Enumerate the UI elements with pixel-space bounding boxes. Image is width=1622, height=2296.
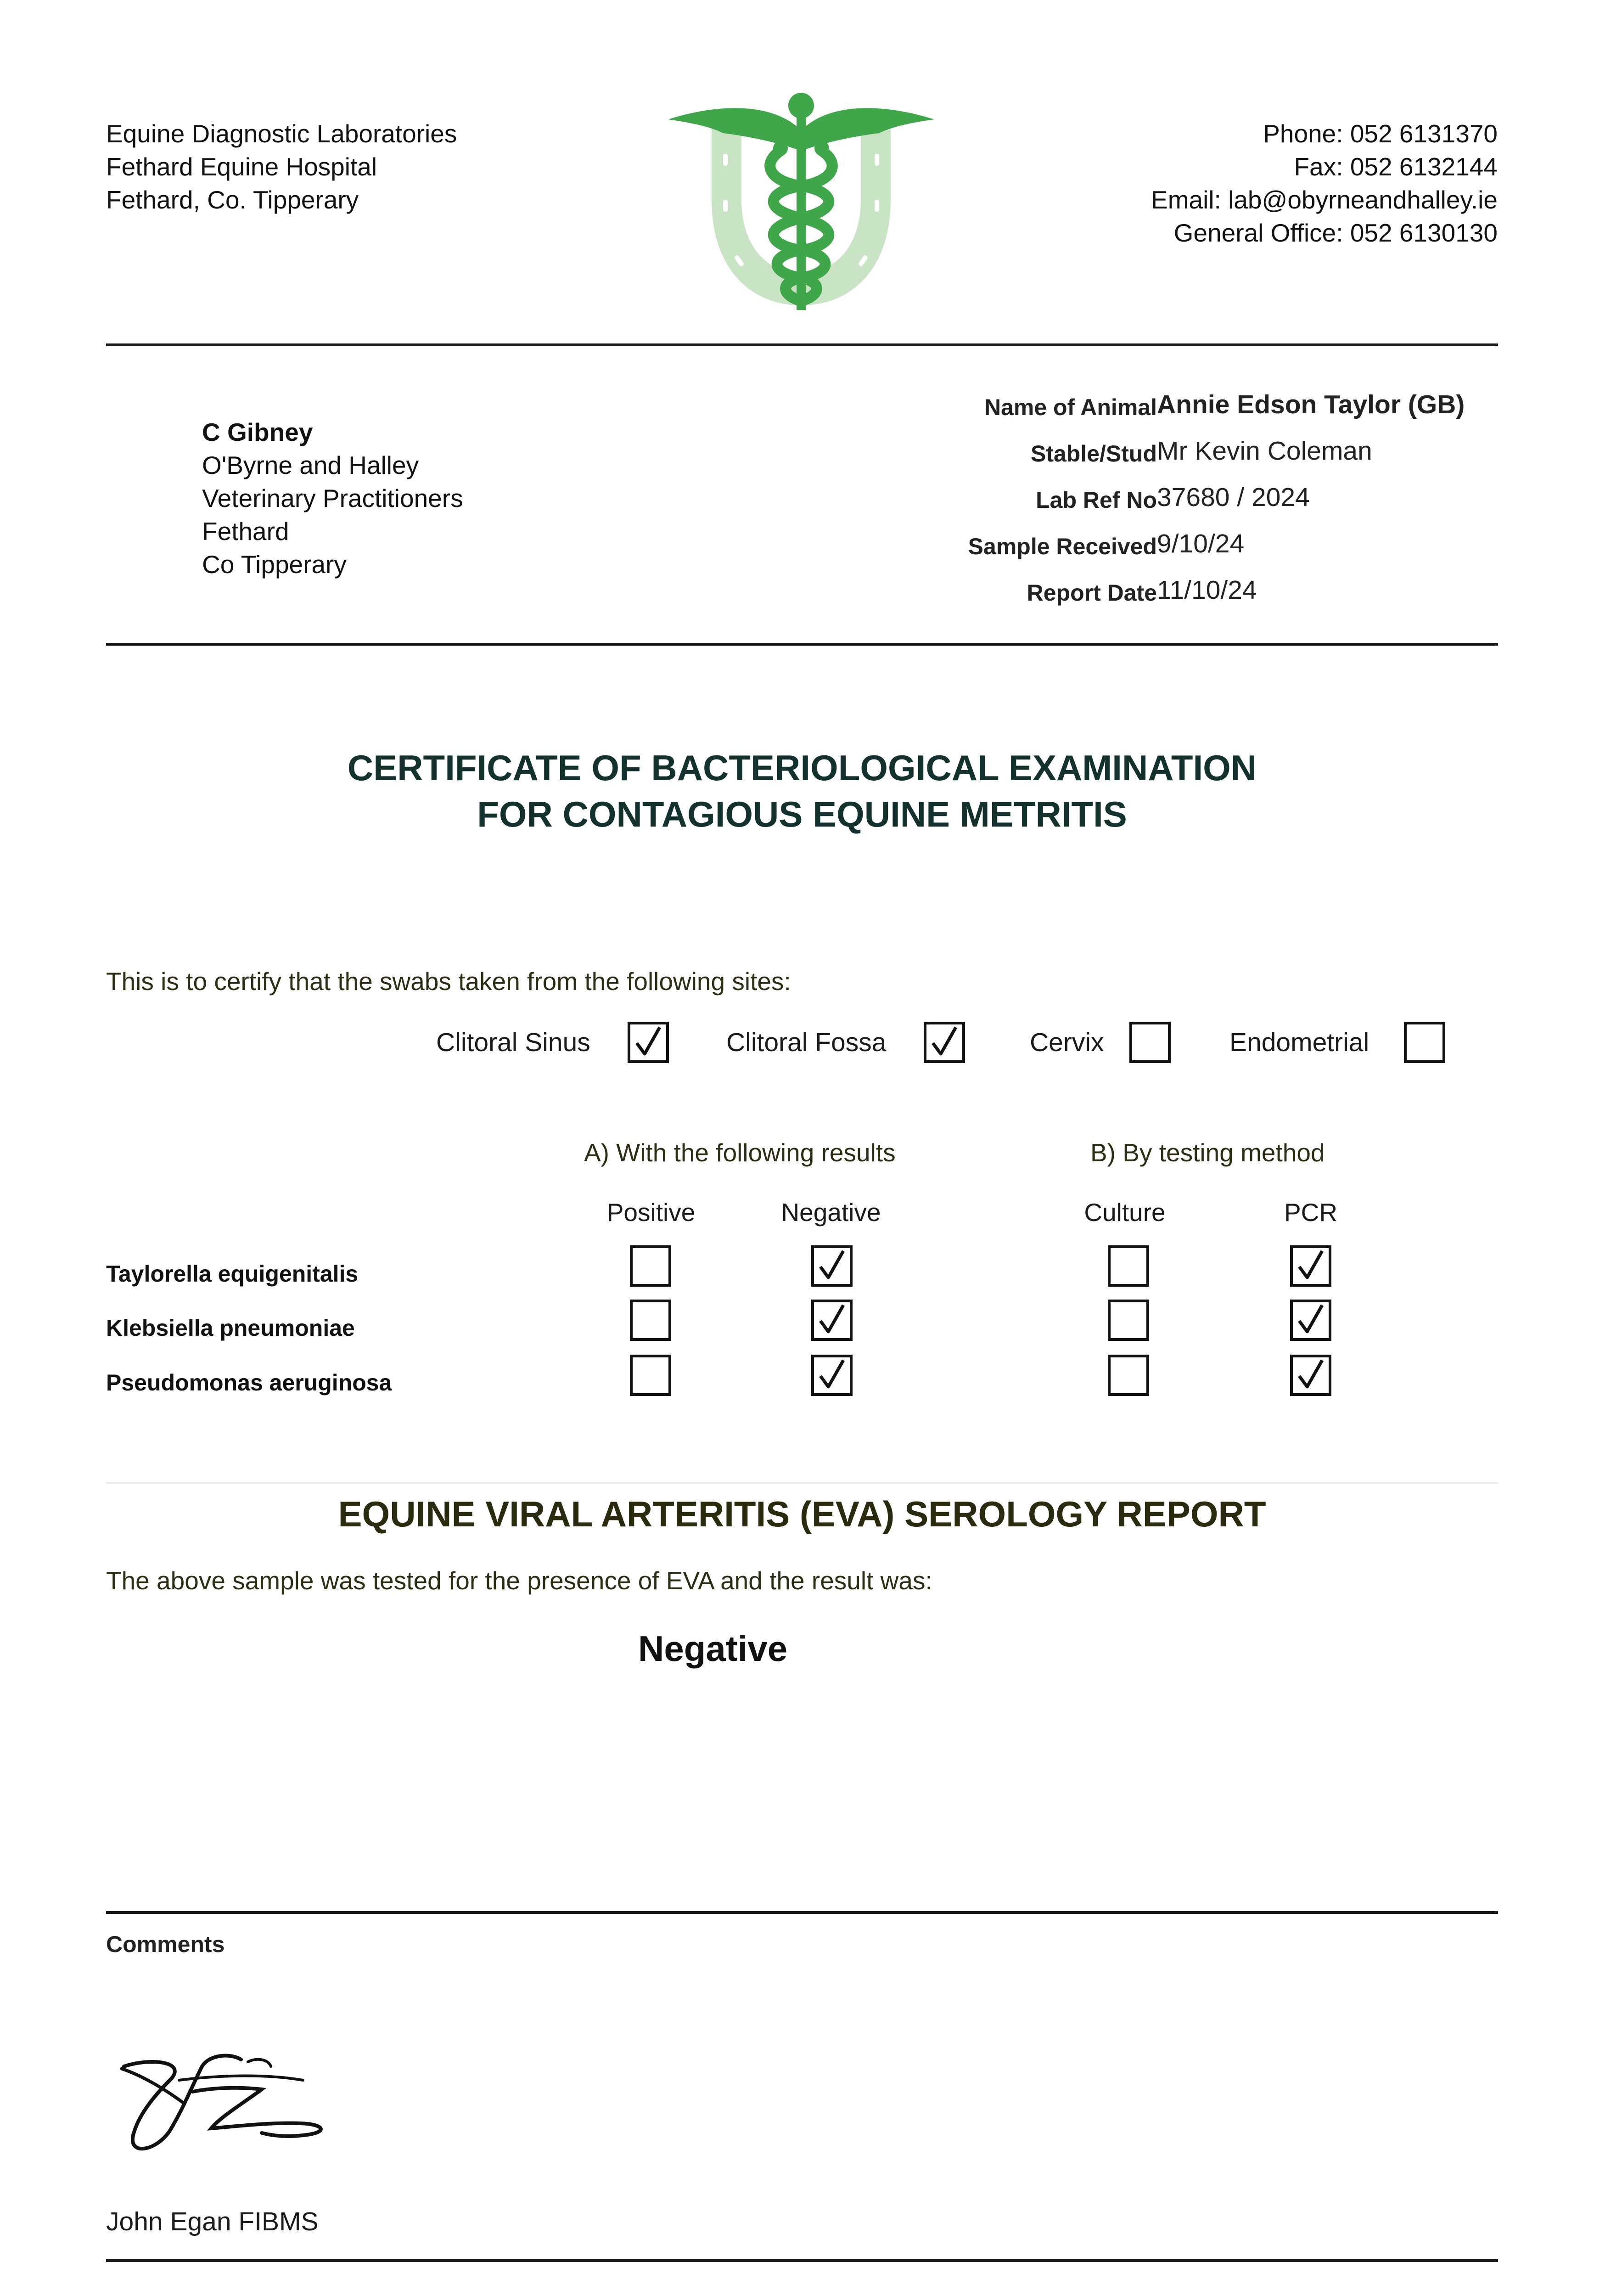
divider xyxy=(106,1482,1498,1484)
check-mark-icon xyxy=(926,1024,962,1060)
positive-checkbox[interactable] xyxy=(630,1355,671,1396)
positive-checkbox[interactable] xyxy=(630,1300,671,1341)
method-heading: B) By testing method xyxy=(1090,1138,1325,1167)
lab-address-line: Fethard, Co. Tipperary xyxy=(106,186,359,214)
caduceus-horseshoe-icon xyxy=(668,85,934,315)
info-row xyxy=(808,482,1497,529)
certify-text: This is to certify that the swabs taken from the following sites: xyxy=(106,967,791,996)
info-label: Lab Ref No xyxy=(1036,487,1157,513)
handwritten-signature xyxy=(110,2048,349,2167)
info-label: Name of Animal xyxy=(984,394,1157,420)
results-heading: A) With the following results xyxy=(584,1138,896,1167)
site-checkbox-endometrial[interactable] xyxy=(1404,1022,1445,1063)
recipient-address xyxy=(202,416,463,581)
negative-checkbox[interactable] xyxy=(811,1355,853,1396)
recipient-line: Veterinary Practitioners xyxy=(202,484,463,512)
negative-checkbox[interactable] xyxy=(811,1300,853,1341)
pcr-checkbox[interactable] xyxy=(1290,1245,1331,1287)
divider xyxy=(106,2259,1498,2262)
info-label: Stable/Stud xyxy=(1030,441,1157,467)
signer-name: John Egan FIBMS xyxy=(106,2207,319,2236)
recipient-line: O'Byrne and Halley xyxy=(202,451,419,479)
certificate-title-line: CERTIFICATE OF BACTERIOLOGICAL EXAMINATION xyxy=(347,748,1257,788)
site-checkbox-clitoral-sinus[interactable] xyxy=(628,1022,669,1063)
lab-contact-line: Email: lab@obyrneandhalley.ie xyxy=(1151,186,1498,214)
check-mark-icon xyxy=(814,1357,850,1393)
organism-name: Taylorella equigenitalis xyxy=(106,1261,359,1287)
pcr-checkbox[interactable] xyxy=(1290,1300,1331,1341)
lab-contact-line: Phone: 052 6131370 xyxy=(1263,119,1498,148)
check-mark-icon xyxy=(1293,1357,1329,1393)
column-header: Positive xyxy=(606,1198,696,1227)
certificate-title xyxy=(106,745,1498,838)
divider xyxy=(106,343,1498,346)
site-checkbox-cervix[interactable] xyxy=(1129,1022,1171,1063)
lab-contact xyxy=(1151,117,1498,249)
column-header: Culture xyxy=(1084,1198,1166,1227)
divider xyxy=(106,1911,1498,1914)
column-header: PCR xyxy=(1284,1198,1338,1227)
lab-address xyxy=(106,117,457,216)
culture-checkbox[interactable] xyxy=(1108,1245,1149,1287)
recipient-name: C Gibney xyxy=(202,418,313,446)
check-mark-icon xyxy=(630,1024,666,1060)
site-label: Clitoral Fossa xyxy=(726,1028,887,1057)
organism-name: Pseudomonas aeruginosa xyxy=(106,1370,392,1396)
info-row xyxy=(808,389,1497,436)
info-label: Report Date xyxy=(1027,580,1157,606)
recipient-line: Fethard xyxy=(202,517,289,546)
comments-label: Comments xyxy=(106,1931,225,1957)
organism-name: Klebsiella pneumoniae xyxy=(106,1315,355,1341)
info-row xyxy=(808,575,1497,621)
info-value: Mr Kevin Coleman xyxy=(1157,436,1372,466)
info-label: Sample Received xyxy=(968,534,1157,559)
negative-checkbox[interactable] xyxy=(811,1245,853,1287)
lab-contact-line: Fax: 052 6132144 xyxy=(1294,152,1498,181)
certificate-title-line: FOR CONTAGIOUS EQUINE METRITIS xyxy=(477,794,1127,834)
info-value: 11/10/24 xyxy=(1157,575,1257,605)
info-row xyxy=(808,529,1497,575)
culture-checkbox[interactable] xyxy=(1108,1300,1149,1341)
eva-result: Negative xyxy=(638,1628,788,1669)
check-mark-icon xyxy=(1293,1248,1329,1284)
check-mark-icon xyxy=(814,1302,850,1338)
pcr-checkbox[interactable] xyxy=(1290,1355,1331,1396)
info-row xyxy=(808,436,1497,482)
info-value: Annie Edson Taylor (GB) xyxy=(1157,390,1465,419)
check-mark-icon xyxy=(1293,1302,1329,1338)
site-label: Cervix xyxy=(1030,1028,1104,1057)
check-mark-icon xyxy=(814,1248,850,1284)
info-value: 9/10/24 xyxy=(1157,529,1245,558)
culture-checkbox[interactable] xyxy=(1108,1355,1149,1396)
eva-title: EQUINE VIRAL ARTERITIS (EVA) SEROLOGY REPORT xyxy=(338,1494,1266,1534)
lab-address-line: Equine Diagnostic Laboratories xyxy=(106,119,457,148)
site-checkbox-clitoral-fossa[interactable] xyxy=(924,1022,965,1063)
site-label: Endometrial xyxy=(1229,1028,1369,1057)
lab-contact-line: General Office: 052 6130130 xyxy=(1173,219,1498,247)
positive-checkbox[interactable] xyxy=(630,1245,671,1287)
column-header: Negative xyxy=(781,1198,881,1227)
lab-address-line: Fethard Equine Hospital xyxy=(106,152,377,181)
info-value: 37680 / 2024 xyxy=(1157,483,1310,512)
site-label: Clitoral Sinus xyxy=(436,1028,590,1057)
recipient-line: Co Tipperary xyxy=(202,550,347,579)
divider xyxy=(106,643,1498,646)
eva-text: The above sample was tested for the presence of EVA and the result was: xyxy=(106,1566,932,1595)
sample-info xyxy=(808,389,1497,621)
